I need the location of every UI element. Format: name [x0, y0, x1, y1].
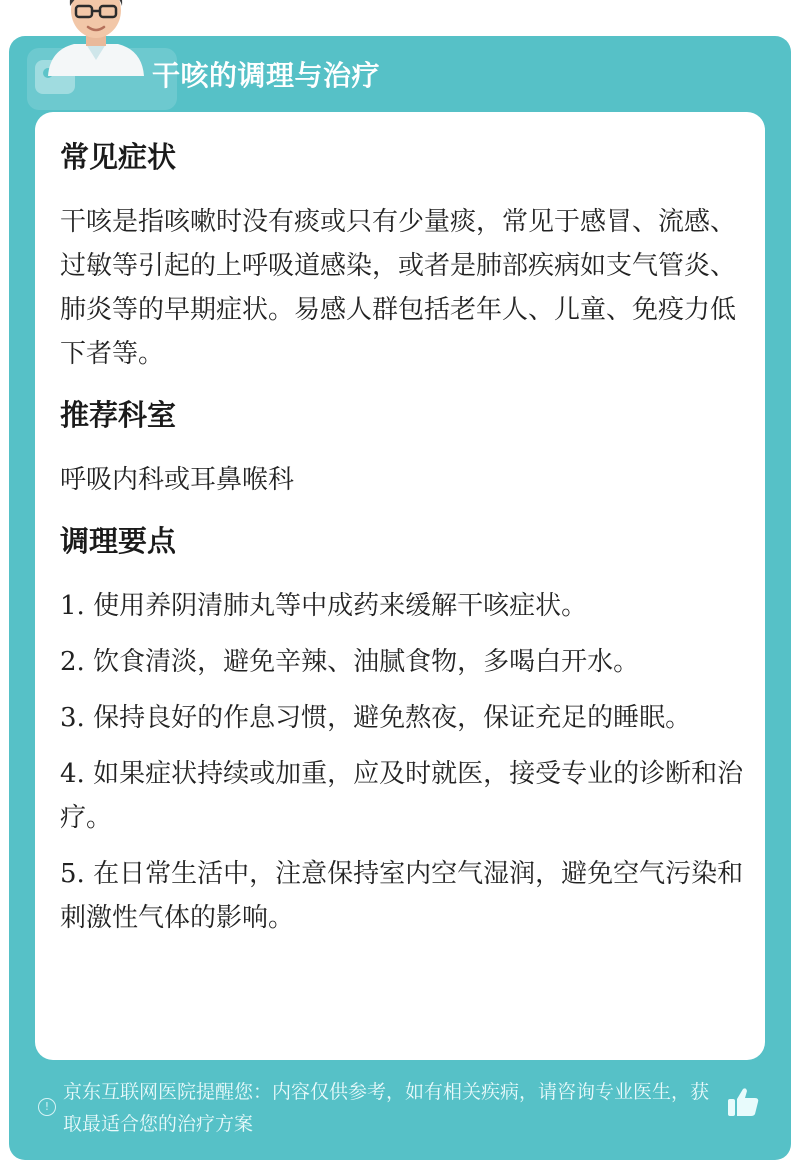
page-title: 干咳的调理与治疗 [152, 59, 381, 92]
care-item-number: 2. [60, 647, 85, 677]
care-item-number: 5. [60, 859, 85, 889]
section-heading-care: 调理要点 [60, 524, 177, 558]
care-item-number: 4. [60, 759, 85, 789]
footer-notice-text: 京东互联网医院提醒您：内容仅供参考，如有相关疾病，请咨询专业医生，获取最适合您的治疗方案 [63, 1081, 710, 1135]
care-item-text: 如果症状持续或加重，应及时就医，接受专业的诊断和治疗。 [60, 759, 744, 833]
thumbs-up-icon[interactable] [725, 1084, 761, 1120]
care-item-number: 3. [60, 703, 85, 733]
symptoms-text: 干咳是指咳嗽时没有痰或只有少量痰，常见于感冒、流感、过敏等引起的上呼吸道感染，或者是肺部疾病如支气管炎、肺炎等的早期症状。易感人群包括老年人、儿童、免疫力低下者等。 [60, 207, 737, 369]
article-card [9, 36, 791, 1160]
care-item-text: 使用养阴清肺丸等中成药来缓解干咳症状。 [93, 591, 588, 621]
care-item [60, 852, 750, 940]
info-icon: ! [38, 1098, 56, 1116]
care-item [60, 752, 750, 840]
footer-notice [35, 1076, 765, 1152]
care-item-number: 1. [60, 591, 85, 621]
content-panel [35, 112, 765, 1060]
care-item [60, 584, 750, 628]
department-text: 呼吸内科或耳鼻喉科 [60, 465, 295, 495]
care-item-text: 保持良好的作息习惯，避免熬夜，保证充足的睡眠。 [93, 703, 692, 733]
care-item [60, 640, 750, 684]
section-heading-department: 推荐科室 [60, 398, 177, 432]
care-item-text: 在日常生活中，注意保持室内空气湿润，避免空气污染和刺激性气体的影响。 [60, 859, 744, 933]
care-item [60, 696, 750, 740]
section-heading-symptoms: 常见症状 [60, 140, 177, 174]
care-item-text: 饮食清淡，避免辛辣、油腻食物，多喝白开水。 [93, 647, 640, 677]
doctor-avatar-icon [40, 0, 152, 76]
